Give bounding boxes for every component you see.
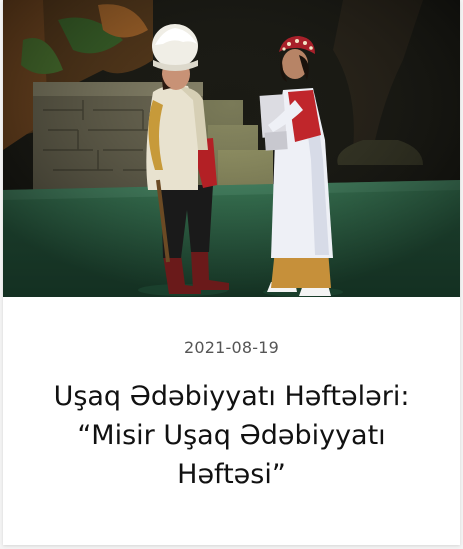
article-card[interactable]	[3, 0, 460, 545]
article-meta	[3, 338, 460, 494]
article-photo[interactable]	[3, 0, 460, 297]
post-title-link[interactable]: Uşaq Ədəbiyyatı Həftələri: “Misir Uşaq Ədəbiyyatı Həftəsi”	[53, 381, 410, 490]
post-date: 2021-08-19	[184, 338, 279, 357]
